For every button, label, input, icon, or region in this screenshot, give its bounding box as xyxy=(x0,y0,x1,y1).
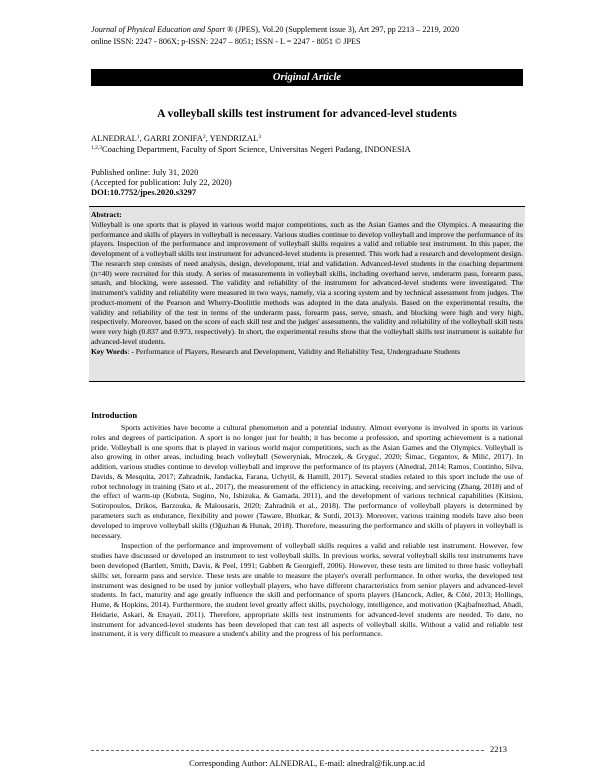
author-sup: 2 xyxy=(202,134,206,140)
published-date: Published online: July 31, 2020 xyxy=(91,167,199,177)
author-list: ALNEDRAL$^1$, GARRI ZONIFA$^2$, YENDRIZAL$^3$ xyxy=(91,133,261,143)
intro-paragraph-1: Sports activities have become a cultural phenomenon and a potential industry. Almost everyone is involved in sports in various roles and degrees of participation. A sport is no longer just for health; it has become a profession, and sporting achievement is a national pride. Volleyball is one sports that is played in various world major competitions, such as the Asian Games and the Olympics. Volleyball is also growing in other areas, including beach volleyball (Seweryniak, Mroczek, & Gryguć, 2020; Šimac, Grgantov, & Milić, 2017). In addition, various studies continue to develop volleyball and improve the performance of its players (Alnedral, 2014; Ramos, Coutinho, Silva, Davids, & Mesquita, 2017; Zahradnik, Jandacka, Farana, Uchytil, & Hamill, 2017). Several studies related to this sport include the use of robot technology in training (Sato et al., 2017), the measurement of the efficiency in attacking, receiving, and servicing (Zhang, 2018) and of the effect of warm-up (Kubota, Sugino, No, Ishizuka, & Gamada, 2011), and the development of various technical capabilities (Kitsiou, Sotiropoulos, Drikos, Barzouka, & Malousaris, 2020; Zahradnik et al., 2018). The performance of volleyball players is determined by parameters such as endurance, flexibility and power (Taware, Bhutkar, & Surdi, 2013). Moreover, various training models have also been developed to improve volleyball skills (Oğuzhan & Hunak, 2018). Therefore, measuring the performance and skills of players in volleyball is necessary. xyxy=(91,423,523,540)
issn-line: online ISSN: 2247 - 806X; p-ISSN: 2247 – 8051; ISSN - L = 2247 - 8051 © JPES xyxy=(91,36,361,46)
author-name: YENDRIZAL xyxy=(209,133,259,143)
corresponding-author: Corresponding Author: ALNEDRAL, E-mail: alnedral@fik.unp.ac.id xyxy=(189,758,425,768)
publication-dates xyxy=(91,167,232,198)
keywords-line xyxy=(91,347,523,357)
author-sup: 3 xyxy=(258,134,261,140)
journal-citation-line xyxy=(91,24,523,36)
abstract-text: Volleyball is one sports that is played in various world major competitions, such as the Asian Games and the Olympics. A measuring the performance and skills of players in volleyball is necessary. Various studies continue to develop volleyball and improve the performance of its players. Inspection of the performance and improvement of volleyball skills requires a valid and reliable test instrument. In this paper, the development of a volleyball skills test instrument for advanced-level students is presented. This work had a research and development design. The research step consists of need analysis, design, development, trial and validation. Advanced-level students in the coaching department (n=40) were recruited for this study. A series of measurements in volleyball skills, including overhand serve, underarm pass, forearm pass, smash, and blocking, were assessed. The validity and reliability of the instrument for advanced-level students were investigated. The instrument's validity and reliability were measured in two ways, namely, via a scoring system and by technical assessment from judges. The product-moment of the Pearson and Wherry-Doolittle methods was adopted in the data analysis. Based on the experimental results, the validity and reliability of the test in terms of the underarm pass, forearm pass, serve, smash, and blocking were high and very high, respectively. Moreover, based on the score of each skill test and the judges' assessments, the validity and reliability of the volleyball skill tests were very high (0.837 and 0.973, respectively). In short, the experimental results show that the volleyball skills test instrument is suitable for advanced-level students. xyxy=(91,219,523,346)
introduction-heading: Introduction xyxy=(91,410,138,420)
paper-title: A volleyball skills test instrument for advanced-level students xyxy=(157,108,457,120)
author-name: ALNEDRAL xyxy=(91,133,137,143)
accepted-date: (Accepted for publication: July 22, 2020) xyxy=(91,177,232,188)
article-type-banner: Original Article xyxy=(91,69,523,86)
intro-paragraph-2: Inspection of the performance and improvement of volleyball skills requires a valid and reliable test instrument. However, few studies have discussed or developed an instrument to test volleyball skills. In previous works, several volleyball skills test instruments have been developed (Bartlett, Smith, Davis, & Peel, 1991; Gabbett & Georgieff, 2006). However, these tests are limited to three basic volleyball skills: set, forearm pass and service. These tests are unable to measure the player's overall performance. In other works, the developed test instrument was designed to be used by junior volleyball players, who have different characteristics from senior players and advanced-level students. In fact, maturity and age greatly influence the skill and performance of sports players (Hancock, Adler, & Côté, 2013; Hollings, Hume, & Hopkins, 2014). Furthermore, the student level greatly affect skills, psychology, intelligence, and motivation (Kajbafnezhad, Ahadi, Heidarie, Askari, & Enayati, 2011). Therefore, appropriate skills test instruments for advanced-level students are needed. To date, no instrument for advanced-level students has been developed that can test all aspects of volleyball skills. Without a valid and reliable test instrument, it is very difficult to measure a student's ability and the progress of his performance. xyxy=(91,541,523,639)
affiliation-sup: 1,2,3 xyxy=(91,145,102,151)
keywords-label: Key Words xyxy=(91,346,128,356)
journal-name: Journal of Physical Education and Sport xyxy=(91,25,225,34)
journal-header xyxy=(91,24,523,47)
affiliation-text: Coaching Department, Faculty of Sport Science, Universitas Negeri Padang, INDONESIA xyxy=(102,144,411,154)
abstract-box xyxy=(89,206,525,382)
author-name: GARRI ZONIFA xyxy=(143,133,203,143)
introduction-body xyxy=(91,423,523,639)
author-sup: 1 xyxy=(136,134,140,140)
footer-divider xyxy=(91,750,484,751)
doi: DOI:10.7752/jpes.2020.s3297 xyxy=(91,187,197,198)
abstract-label: Abstract: xyxy=(91,210,122,219)
journal-citation: ® (JPES), Vol.20 (Supplement issue 3), Art 297, pp 2213 – 2219, 2020 xyxy=(224,25,460,34)
affiliation xyxy=(91,143,411,155)
page-number: 2213 xyxy=(490,744,507,754)
keywords-text: : - Performance of Players, Research and Development, Validity and Reliability Test, Undergraduate Students xyxy=(127,346,461,356)
